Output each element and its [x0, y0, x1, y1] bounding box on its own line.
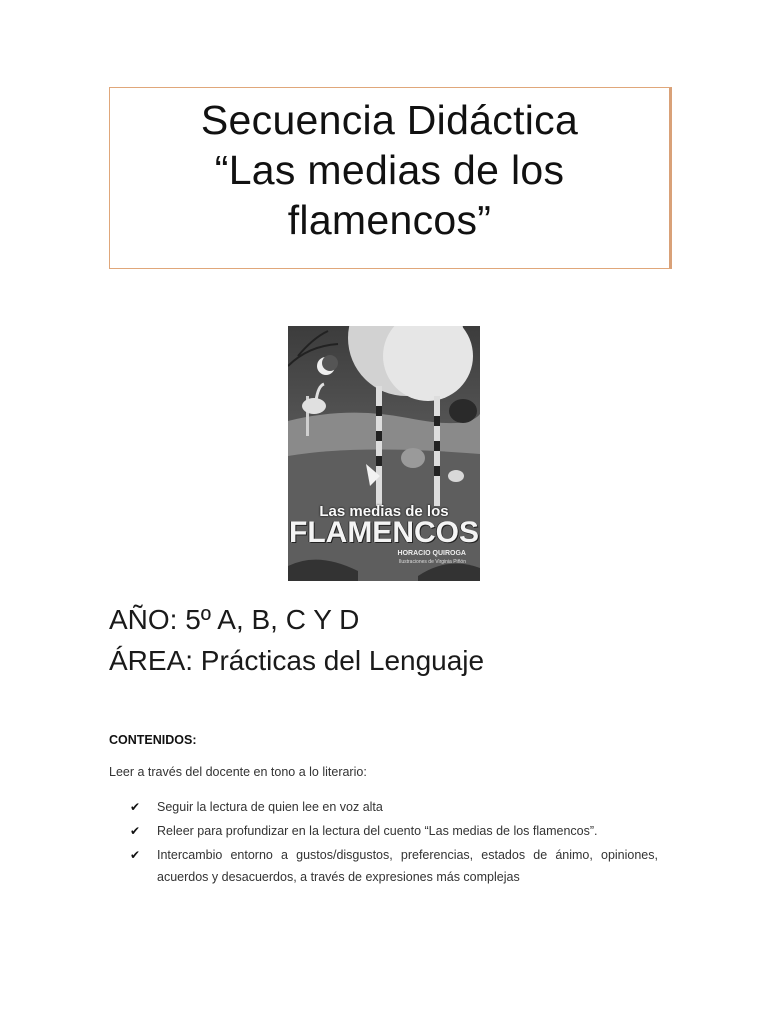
cover-title-big: FLAMENCOS — [289, 516, 479, 549]
list-item — [130, 844, 658, 888]
title-line-2: “Las medias de los — [214, 147, 565, 193]
title-line-3: flamencos” — [287, 197, 492, 243]
list-item — [130, 796, 658, 818]
list-item-text: Intercambio entorno a gustos/disgustos, preferencias, estados de ánimo, opiniones, acuerdos y desacuerdos, a través de expresiones más complejas — [157, 848, 658, 884]
cover-title-small: Las medias de los — [319, 503, 449, 520]
check-mark-icon: ✔ — [130, 824, 141, 838]
list-item-text: Releer para profundizar en la lectura del cuento “Las medias de los flamencos”. — [157, 824, 598, 838]
year-line: AÑO: 5º A, B, C Y D — [109, 604, 360, 635]
contents-heading: CONTENIDOS: — [109, 733, 197, 747]
check-mark-icon: ✔ — [130, 848, 141, 862]
title-line-1: Secuencia Didáctica — [200, 97, 579, 143]
cover-author: HORACIO QUIROGA — [397, 550, 466, 557]
list-item — [130, 820, 658, 842]
title-box — [109, 87, 672, 269]
cover-illustrator: Ilustraciones de Virginia Piñón — [398, 559, 466, 565]
contents-list — [130, 796, 658, 890]
list-item-text: Seguir la lectura de quien lee en voz alta — [157, 800, 383, 814]
area-line: ÁREA: Prácticas del Lenguaje — [109, 645, 485, 676]
contents-intro: Leer a través del docente en tono a lo literario: — [109, 765, 367, 779]
check-mark-icon: ✔ — [130, 800, 141, 814]
book-cover-image — [288, 326, 480, 581]
